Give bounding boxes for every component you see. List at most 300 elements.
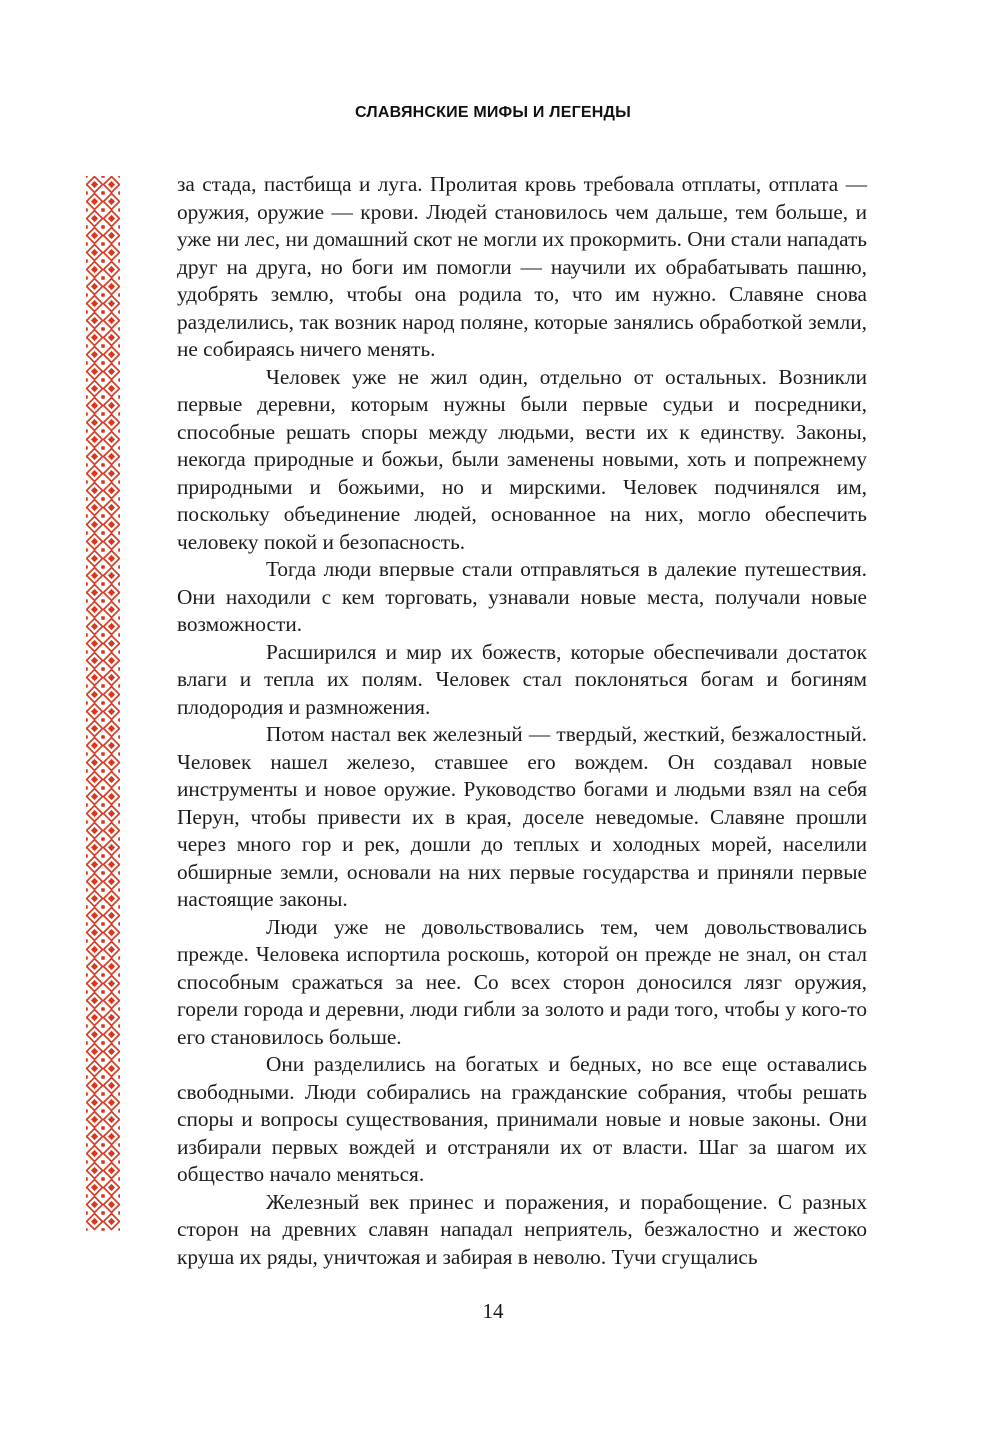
ornament-dot (86, 1110, 88, 1112)
paragraph: Расширился и мир их божеств, которые обеспечивали достаток влаги и тепла их полям. Человек стал поклоняться богам и богиням плодородия и размножения. (177, 639, 867, 719)
ornament-dot (118, 413, 120, 415)
ornament-diamond-core (91, 487, 98, 494)
ornament-dot (102, 498, 104, 500)
ornament-dot (102, 583, 104, 585)
ornament-dot (86, 515, 88, 517)
ornament-dot (118, 1212, 120, 1214)
ornament-dot (118, 1042, 120, 1044)
ornament-dot (86, 464, 88, 466)
ornament-diamond-core (108, 606, 115, 613)
ornament-dot (86, 430, 88, 432)
ornament-diamond-core (108, 1218, 115, 1225)
ornament-diamond-core (91, 317, 98, 324)
ornament-dot (86, 396, 88, 398)
ornament-diamond-core (91, 521, 98, 528)
ornament-diamond-core (108, 776, 115, 783)
ornament-dot (118, 821, 120, 823)
ornament-dot (86, 889, 88, 891)
ornament-diamond-core (108, 997, 115, 1004)
ornament-dot (118, 1093, 120, 1095)
ornament-dot (86, 770, 88, 772)
ornament-diamond-core (91, 759, 98, 766)
ornament-dot (86, 872, 88, 874)
ornament-diamond-core (108, 402, 115, 409)
ornament-diamond-core (91, 708, 98, 715)
ornament-dot (118, 957, 120, 959)
ornament-dot (86, 838, 88, 840)
ornament-dot (86, 668, 88, 670)
ornament-diamond-core (91, 1082, 98, 1089)
ornament-diamond-core (108, 487, 115, 494)
ornament-dot (86, 855, 88, 857)
ornament-diamond-core (91, 640, 98, 647)
ornament-dot (102, 1093, 104, 1095)
ornament-dot (118, 753, 120, 755)
ornament-dot (118, 1008, 120, 1010)
ornament-diamond-core (108, 1201, 115, 1208)
ornament-dot (86, 787, 88, 789)
ornament-dot (118, 991, 120, 993)
ornament-diamond-core (108, 249, 115, 256)
ornament-dot (102, 447, 104, 449)
ornament-diamond-core (108, 283, 115, 290)
ornament-dot (118, 1059, 120, 1061)
ornament-diamond-core (108, 215, 115, 222)
ornament-dot (86, 736, 88, 738)
ornament-diamond-core (91, 725, 98, 732)
ornament-dot (86, 328, 88, 330)
ornament-dot (118, 260, 120, 262)
page-number: 14 (482, 1299, 504, 1323)
ornament-diamond-core (91, 674, 98, 681)
paragraph: Тогда люди впервые стали отправляться в далекие путешествия. Они находили с кем торговать, узнавали новые места, получали новые возможности. (177, 557, 867, 636)
paragraph: Человек уже не жил один, отдельно от остальных. Возникли первые деревни, которым нужны были первые судьи и посредники, способные решать споры между людьми, вести их к единству. Законы, некогда природные и божьи, были заменены новыми, хоть и попрежнему природными и божьими, но и мирскими. Человек подчинялся им, поскольку объединение людей, основанное на них, могло обеспечить человеку покой и безопасность. (177, 364, 867, 554)
ornament-dot (118, 294, 120, 296)
ornament-diamond-core (108, 1116, 115, 1123)
ornament-dot (118, 1144, 120, 1146)
ornament-diamond-core (91, 810, 98, 817)
ornament-dot (118, 1025, 120, 1027)
ornament-dot (118, 1195, 120, 1197)
ornament-dot (86, 1025, 88, 1027)
ornament-diamond-core (91, 776, 98, 783)
ornament-diamond-core (108, 640, 115, 647)
ornament-dot (86, 923, 88, 925)
ornament-dot (118, 447, 120, 449)
ornament-dot (102, 1008, 104, 1010)
ornament-diamond-core (91, 827, 98, 834)
ornament-dot (118, 1110, 120, 1112)
ornament-dot (102, 226, 104, 228)
ornament-dot (118, 889, 120, 891)
ornament-diamond-core (108, 759, 115, 766)
ornament-dot (86, 702, 88, 704)
ornament-dot (118, 872, 120, 874)
ornament-dot (86, 719, 88, 721)
ornament-dot (118, 549, 120, 551)
ornament-dot (118, 974, 120, 976)
ornament-dot (102, 838, 104, 840)
ornament-dot (102, 1059, 104, 1061)
ornament-dot (118, 855, 120, 857)
ornament-dot (102, 345, 104, 347)
ornament-diamond-core (91, 657, 98, 664)
ornament-dot (118, 1127, 120, 1129)
ornament-dot (118, 1178, 120, 1180)
ornament-diamond-core (108, 181, 115, 188)
ornament-diamond-core (108, 538, 115, 545)
ornament-diamond-core (91, 895, 98, 902)
ornament-dot (86, 345, 88, 347)
ornament-dot (102, 1110, 104, 1112)
ornament-dot (118, 736, 120, 738)
ornament-dot (102, 634, 104, 636)
ornament-dot (86, 260, 88, 262)
ornament-dot (86, 685, 88, 687)
ornament-diamond-core (108, 657, 115, 664)
ornament-dot (86, 974, 88, 976)
ornament-dot (102, 753, 104, 755)
ornament-diamond-core (91, 555, 98, 562)
ornament-dot (102, 192, 104, 194)
ornament-diamond-core (91, 215, 98, 222)
ornament-diamond-core (108, 1150, 115, 1157)
ornament-diamond-core (108, 674, 115, 681)
ornament-diamond-core (108, 589, 115, 596)
ornament-diamond-core (108, 1082, 115, 1089)
ornament-dot (86, 413, 88, 415)
ornament-border (86, 176, 120, 1240)
ornament-dot (118, 787, 120, 789)
ornament-dot (102, 600, 104, 602)
ornament-diamond-core (108, 1184, 115, 1191)
ornament-diamond-core (108, 555, 115, 562)
ornament-dot (102, 379, 104, 381)
ornament-diamond-core (91, 334, 98, 341)
ornament-diamond-core (108, 691, 115, 698)
ornament-dot (118, 243, 120, 245)
ornament-diamond-core (108, 300, 115, 307)
ornament-dot (118, 379, 120, 381)
ornament-dot (118, 226, 120, 228)
ornament-diamond-core (108, 810, 115, 817)
ornament-dot (102, 413, 104, 415)
ornament-dot (118, 566, 120, 568)
ornament-dot (102, 974, 104, 976)
ornament-dot (102, 719, 104, 721)
ornament-dot (86, 1161, 88, 1163)
ornament-diamond-core (91, 929, 98, 936)
ornament-diamond-core (91, 504, 98, 511)
ornament-dot (102, 294, 104, 296)
ornament-dot (86, 1059, 88, 1061)
ornament-dot (102, 940, 104, 942)
ornament-dot (118, 498, 120, 500)
ornament-dot (86, 209, 88, 211)
ornament-diamond-core (91, 742, 98, 749)
ornament-dot (86, 481, 88, 483)
ornament-dot (118, 770, 120, 772)
ornament-dot (86, 176, 88, 178)
ornament-dot (118, 515, 120, 517)
ornament-dot (102, 923, 104, 925)
ornament-dot (86, 600, 88, 602)
ornament-diamond-core (108, 266, 115, 273)
ornament-dot (102, 821, 104, 823)
ornament-dot (86, 617, 88, 619)
ornament-dot (102, 1025, 104, 1027)
ornament-dot (102, 549, 104, 551)
ornament-dot (86, 549, 88, 551)
ornament-dot (118, 209, 120, 211)
ornament-dot (118, 481, 120, 483)
ornament-diamond-core (108, 1014, 115, 1021)
ornament-dot (86, 651, 88, 653)
ornament-diamond-core (108, 963, 115, 970)
ornament-diamond-core (108, 419, 115, 426)
ornament-dot (102, 328, 104, 330)
ornament-diamond-core (91, 283, 98, 290)
ornament-diamond-core (91, 980, 98, 987)
ornament-dot (118, 617, 120, 619)
ornament-diamond-core (108, 453, 115, 460)
ornament-dot (102, 1228, 104, 1230)
ornament-dot (118, 685, 120, 687)
ornament-diamond-core (108, 725, 115, 732)
ornament-dot (118, 1228, 120, 1230)
ornament-diamond-core (91, 402, 98, 409)
ornament-diamond-core (108, 895, 115, 902)
ornament-dot (118, 719, 120, 721)
ornament-diamond-core (108, 844, 115, 851)
ornament-dot (102, 1161, 104, 1163)
ornament-diamond-core (108, 232, 115, 239)
ornament-diamond-core (108, 708, 115, 715)
ornament-dot (118, 838, 120, 840)
ornament-dot (86, 311, 88, 313)
ornament-diamond-core (91, 1167, 98, 1174)
ornament-dot (86, 243, 88, 245)
ornament-dot (86, 447, 88, 449)
ornament-dot (86, 1076, 88, 1078)
ornament-dot (102, 855, 104, 857)
ornament-dot (102, 481, 104, 483)
ornament-dot (86, 1042, 88, 1044)
ornament-diamond-core (91, 861, 98, 868)
ornament-diamond-core (91, 368, 98, 375)
ornament-diamond-core (91, 946, 98, 953)
ornament-dot (102, 362, 104, 364)
paragraph: Они разделились на богатых и бедных, но все еще оставались свободными. Люди собирались на гражданские собрания, чтобы решать споры и вопросы существования, принимали новые и новые законы. Они избирали первых вождей и отстраняли их от власти. Шаг за шагом их общество начало меняться. (177, 1052, 867, 1186)
ornament-dot (102, 1127, 104, 1129)
ornament-dot (102, 702, 104, 704)
ornament-diamond-core (91, 1218, 98, 1225)
ornament-dot (86, 804, 88, 806)
ornament-dot (86, 1127, 88, 1129)
ornament-diamond-core (108, 198, 115, 205)
ornament-diamond-core (91, 1133, 98, 1140)
ornament-diamond-core (91, 300, 98, 307)
ornament-diamond-core (91, 453, 98, 460)
ornament-dot (102, 770, 104, 772)
ornament-dot (118, 702, 120, 704)
ornament-dot (86, 821, 88, 823)
ornament-dot (102, 651, 104, 653)
ornament-dot (102, 430, 104, 432)
ornament-diamond-core (91, 181, 98, 188)
ornament-dot (86, 566, 88, 568)
ornament-dot (102, 889, 104, 891)
ornament-dot (102, 566, 104, 568)
ornament-dot (118, 176, 120, 178)
ornament-diamond-core (108, 1167, 115, 1174)
ornament-diamond-core (91, 878, 98, 885)
ornament-dot (86, 192, 88, 194)
ornament-diamond-core (108, 793, 115, 800)
ornament-dot (102, 957, 104, 959)
ornament-dot (86, 498, 88, 500)
ornament-dot (102, 804, 104, 806)
ornament-dot (102, 277, 104, 279)
ornament-diamond-core (91, 385, 98, 392)
ornament-diamond-core (91, 1184, 98, 1191)
ornament-dot (102, 1144, 104, 1146)
ornament-dot (118, 940, 120, 942)
ornament-dot (102, 464, 104, 466)
ornament-dot (118, 532, 120, 534)
ornament-dot (86, 277, 88, 279)
ornament-dot (86, 226, 88, 228)
ornament-dot (102, 532, 104, 534)
embroidery-pattern-icon (86, 176, 120, 1240)
paragraph: Железный век принес и поражения, и порабощение. С разных сторон на древних славян нападал неприятель, безжалостно и жестоко круша их ряды, уничтожая и забирая в неволю. Тучи сгущались (177, 1189, 867, 1269)
ornament-diamond-core (108, 572, 115, 579)
ornament-diamond-core (91, 589, 98, 596)
ornament-dot (102, 260, 104, 262)
ornament-dot (118, 328, 120, 330)
ornament-dot (118, 192, 120, 194)
ornament-diamond-core (91, 1116, 98, 1123)
ornament-dot (102, 736, 104, 738)
ornament-dot (102, 1076, 104, 1078)
ornament-diamond-core (108, 878, 115, 885)
ornament-diamond-core (91, 912, 98, 919)
ornament-dot (102, 787, 104, 789)
ornament-dot (86, 1228, 88, 1230)
running-header: СЛАВЯНСКИЕ МИФЫ И ЛЕГЕНДЫ (355, 104, 631, 121)
ornament-diamond-core (91, 1048, 98, 1055)
ornament-dot (118, 362, 120, 364)
ornament-diamond-core (91, 1065, 98, 1072)
ornament-diamond-core (108, 385, 115, 392)
ornament-dot (102, 243, 104, 245)
ornament-diamond-core (91, 538, 98, 545)
ornament-dot (118, 311, 120, 313)
ornament-dot (86, 1008, 88, 1010)
ornament-diamond-core (91, 963, 98, 970)
ornament-dot (118, 1161, 120, 1163)
ornament-dot (102, 1195, 104, 1197)
ornament-dot (86, 583, 88, 585)
ornament-dot (102, 872, 104, 874)
ornament-diamond-core (91, 419, 98, 426)
ornament-diamond-core (91, 844, 98, 851)
ornament-diamond-core (108, 1031, 115, 1038)
ornament-dot (86, 1144, 88, 1146)
ornament-diamond-core (91, 436, 98, 443)
paragraph: Люди уже не довольствовались тем, чем довольствовались прежде. Человека испортила роскошь, которой он прежде не знал, он стал способным сражаться за нее. Со всех сторон доносился лязг оружия, горели города и деревни, люди гибли за золото и ради того, чтобы у кого-то его становилось больше. (177, 914, 867, 1049)
ornament-dot (118, 1076, 120, 1078)
ornament-dot (118, 277, 120, 279)
ornament-diamond-core (91, 572, 98, 579)
ornament-diamond-core (108, 929, 115, 936)
ornament-diamond-core (91, 232, 98, 239)
ornament-diamond-core (91, 691, 98, 698)
ornament-diamond-core (108, 351, 115, 358)
ornament-dot (102, 209, 104, 211)
ornament-diamond-core (108, 742, 115, 749)
ornament-diamond-core (91, 1201, 98, 1208)
ornament-dot (118, 923, 120, 925)
ornament-diamond-core (91, 266, 98, 273)
ornament-dot (102, 1212, 104, 1214)
ornament-diamond-core (108, 827, 115, 834)
ornament-diamond-core (108, 623, 115, 630)
ornament-dot (102, 515, 104, 517)
ornament-dot (102, 991, 104, 993)
ornament-diamond-core (108, 436, 115, 443)
ornament-diamond-core (108, 504, 115, 511)
ornament-dot (118, 804, 120, 806)
ornament-dot (118, 906, 120, 908)
ornament-dot (102, 1042, 104, 1044)
ornament-diamond-core (91, 1099, 98, 1106)
ornament-dot (102, 906, 104, 908)
ornament-dot (118, 345, 120, 347)
ornament-diamond-core (108, 1099, 115, 1106)
ornament-dot (86, 991, 88, 993)
ornament-diamond-core (108, 980, 115, 987)
ornament-diamond-core (108, 1048, 115, 1055)
ornament-diamond-core (91, 470, 98, 477)
ornament-diamond-core (108, 470, 115, 477)
ornament-dot (86, 1195, 88, 1197)
ornament-dot (118, 600, 120, 602)
ornament-dot (102, 685, 104, 687)
ornament-diamond-core (91, 249, 98, 256)
ornament-dot (118, 464, 120, 466)
ornament-dot (86, 379, 88, 381)
ornament-dot (118, 583, 120, 585)
ornament-dot (118, 396, 120, 398)
ornament-dot (118, 430, 120, 432)
ornament-diamond-core (91, 793, 98, 800)
ornament-diamond-core (108, 912, 115, 919)
ornament-diamond-core (91, 198, 98, 205)
ornament-dot (86, 294, 88, 296)
ornament-dot (102, 311, 104, 313)
ornament-diamond-core (91, 997, 98, 1004)
ornament-dot (118, 668, 120, 670)
ornament-dot (86, 957, 88, 959)
ornament-diamond-core (91, 1150, 98, 1157)
ornament-dot (86, 1212, 88, 1214)
ornament-dot (86, 362, 88, 364)
ornament-diamond-core (108, 368, 115, 375)
ornament-dot (86, 906, 88, 908)
ornament-dot (102, 668, 104, 670)
ornament-dot (118, 634, 120, 636)
